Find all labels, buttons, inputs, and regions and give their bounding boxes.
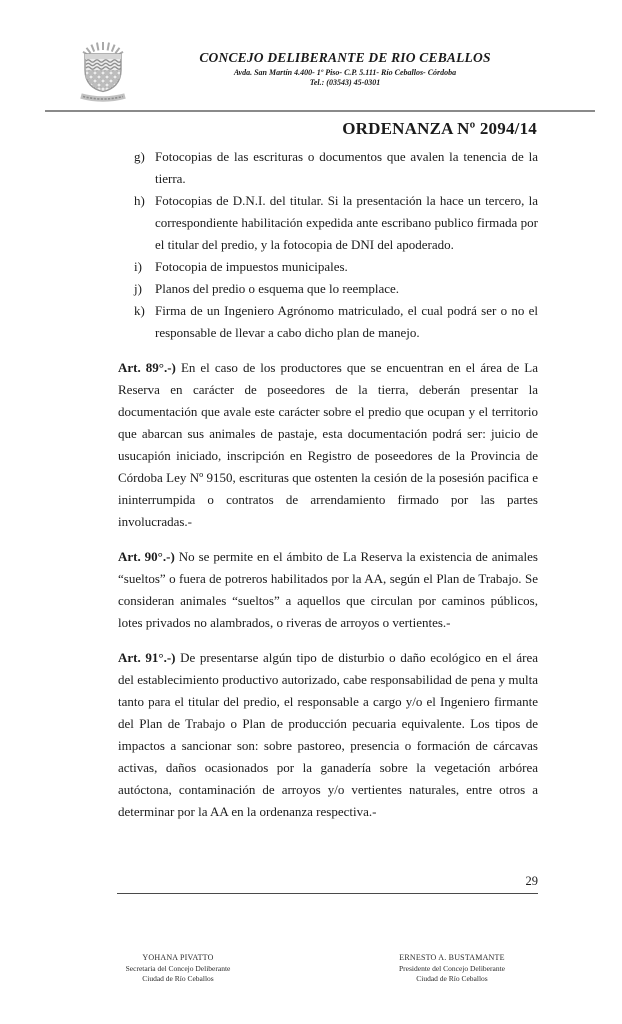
article-91 bbox=[118, 647, 538, 823]
list-item-text: Firma de un Ingeniero Agrónomo matriculado, el cual podrá ser o no el responsable de llevar a cabo dicho plan de manejo. bbox=[155, 303, 538, 340]
list-item bbox=[134, 146, 538, 190]
list-item-text: Fotocopias de D.N.I. del titular. Si la presentación la hace un tercero, la correspondiente habilitación expedida ante escribano publico firmada por el titular del predio, y la fotocopia de DNI del apoderado. bbox=[155, 193, 538, 252]
article-89 bbox=[118, 357, 538, 533]
list-item bbox=[134, 256, 538, 278]
president-name: ERNESTO A. BUSTAMANTE bbox=[399, 953, 505, 962]
page-number: 29 bbox=[525, 874, 538, 888]
list-item-letter: h) bbox=[134, 193, 145, 208]
secretary-name: YOHANA PIVATTO bbox=[142, 953, 214, 962]
list-item-letter: j) bbox=[134, 281, 142, 296]
requirements-list bbox=[134, 146, 538, 344]
secretary-role: Secretaria del Concejo Deliberante bbox=[125, 963, 231, 973]
letterhead bbox=[68, 50, 622, 87]
list-item-letter: k) bbox=[134, 303, 145, 318]
article-90-label: Art. 90°.-) bbox=[118, 549, 175, 564]
article-89-label: Art. 89°.-) bbox=[118, 360, 176, 375]
list-item-text: Fotocopias de las escrituras o documentos que avalen la tenencia de la tierra. bbox=[155, 149, 538, 186]
footer-divider bbox=[117, 893, 538, 894]
article-89-text: En el caso de los productores que se encuentran en el área de La Reserva en carácter de poseedores de la tierra, deberán presentar la documentación que avale este carácter sobre el predio que ocupan y el territorio que abarcan sus animales de pastaje, esta documentación podrá ser: juicio de usucapión iniciado, inscripción en Registro de poseedores de la Provincia de Córdoba Ley Nº 9150, escrituras que ostenten la cesión de la posesión pacifica e ininterrumpida o contratos de arrendamiento firmado por las partes involucradas.- bbox=[118, 360, 539, 529]
organization-phone: Tel.: (03543) 45-0301 bbox=[309, 78, 381, 87]
list-item-text: Planos del predio o esquema que lo reemplace. bbox=[155, 281, 400, 296]
secretary-org: Ciudad de Río Ceballos bbox=[142, 974, 214, 983]
president-org: Ciudad de Río Ceballos bbox=[416, 974, 488, 983]
organization-name: CONCEJO DELIBERANTE DE RIO CEBALLOS bbox=[199, 50, 491, 65]
ordinance-title: ORDENANZA Nº 2094/14 bbox=[342, 119, 537, 138]
organization-address: Avda. San Martín 4.400- 1º Piso- C.P. 5.111- Río Ceballos- Córdoba bbox=[233, 68, 457, 77]
seal-banner-icon bbox=[81, 96, 125, 99]
list-item-letter: i) bbox=[134, 259, 142, 274]
signature-block-president bbox=[372, 953, 532, 985]
list-item-letter: g) bbox=[134, 149, 145, 164]
article-91-label: Art. 91°.-) bbox=[118, 650, 176, 665]
list-item bbox=[134, 190, 538, 256]
header-divider bbox=[45, 110, 595, 112]
list-item bbox=[134, 278, 538, 300]
president-role: Presidente del Concejo Deliberante bbox=[398, 963, 505, 973]
document-body bbox=[118, 146, 538, 823]
list-item-text: Fotocopia de impuestos municipales. bbox=[155, 259, 348, 274]
article-90 bbox=[118, 546, 538, 634]
article-90-text: No se permite en el ámbito de La Reserva la existencia de animales “sueltos” o fuera de potreros habilitados por la AA, según el Plan de Trabajo. Se consideran animales “sueltos” a aquellos que circulan por caminos públicos, lotes privados no alambrados, o riveras de arroyos o vertientes.- bbox=[118, 549, 538, 630]
list-item bbox=[134, 300, 538, 344]
signature-block-secretary bbox=[98, 953, 258, 985]
article-91-text: De presentarse algún tipo de disturbio o daño ecológico en el área del establecimiento productivo autorizado, cabe responsabilidad de pena y multa tanto para el titular del predio, el responsable a cargo y/o el Ingeniero firmante del Plan de Trabajo o Plan de producción pecuaria equivalente. Los tipos de impactos a sancionar son: sobre pastoreo, presencia o formación de cárcavas activas, daños ocasionados por la ganadería sobre la vegetación arbórea autóctona, contaminación de arroyos y/o vertientes naturales, entre otros a determinar por la AA en la ordenanza respectiva.- bbox=[118, 650, 538, 819]
